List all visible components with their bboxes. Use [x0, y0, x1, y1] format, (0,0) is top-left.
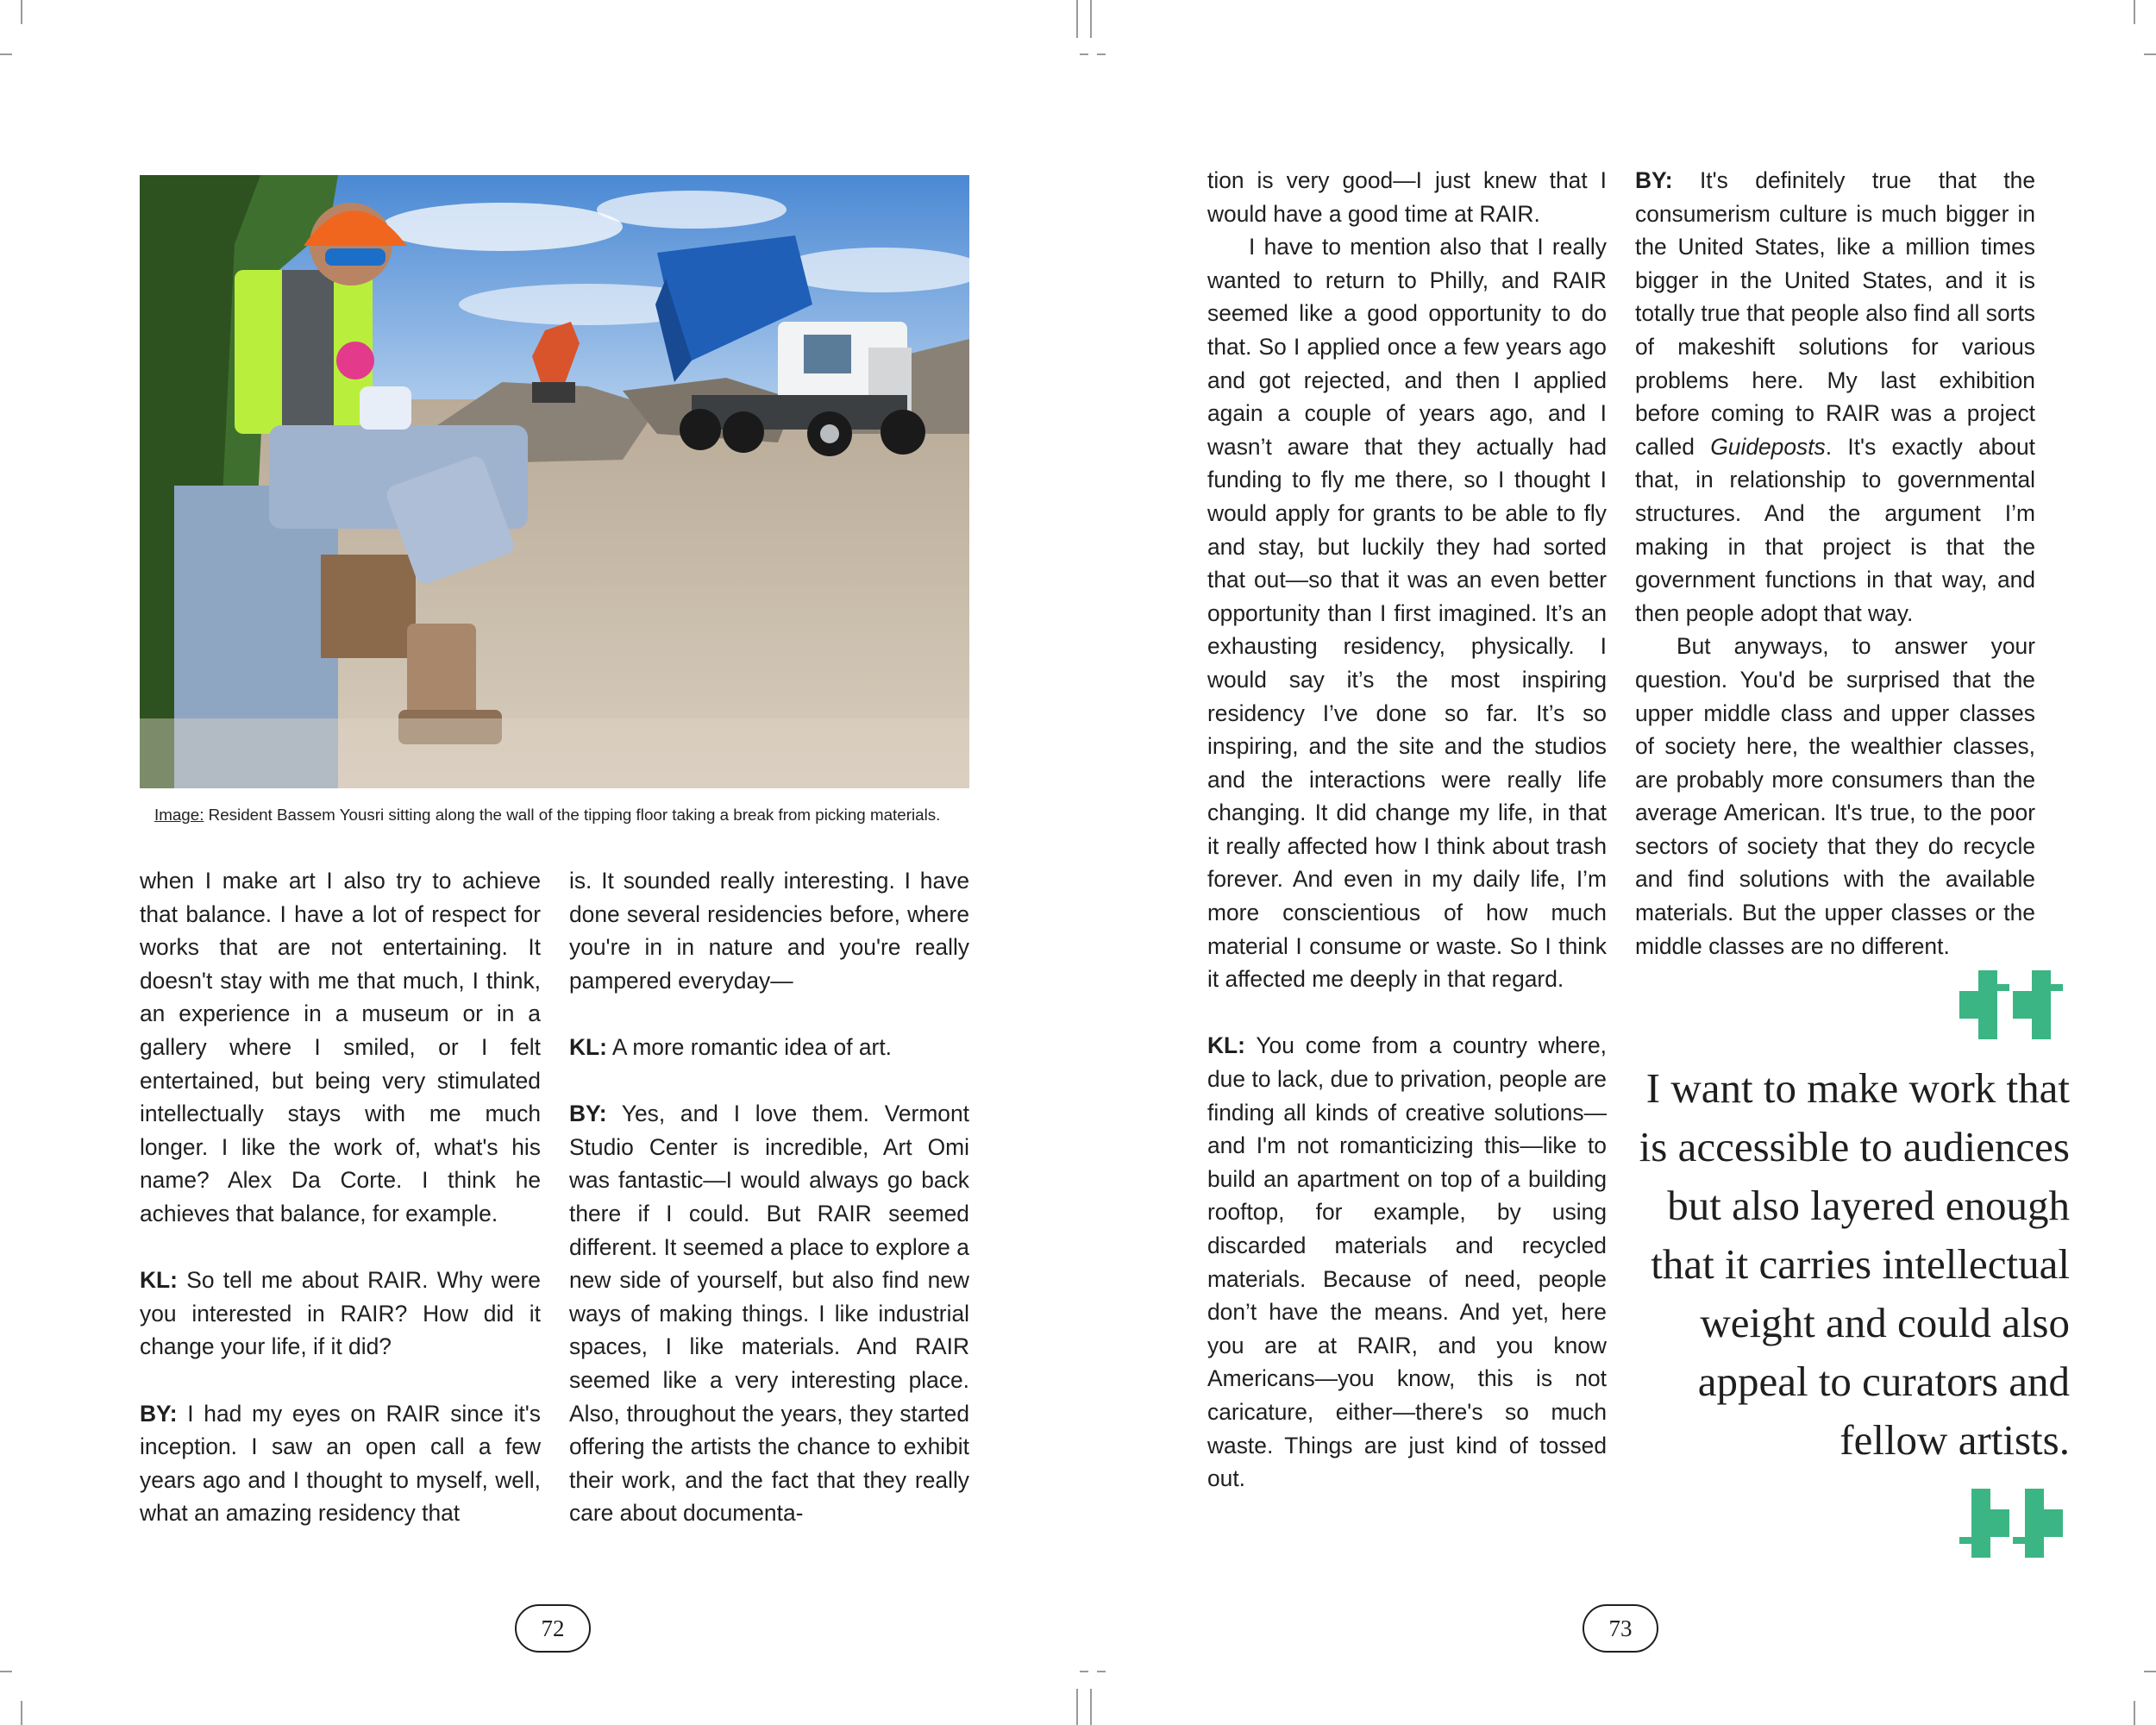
crop-mark — [2134, 1701, 2135, 1725]
crop-mark — [0, 1671, 12, 1672]
crop-mark — [1097, 1671, 1106, 1672]
paragraph-text: You come from a country where, due to lack, due to privation, people are finding all kinds of creative solutions—and I'm not romanticizing this—like to build an apartment on top of a building rooftop, for example, by using discarded materials and recycled materials. Because of need, people don’t have the means. And yet, here you are at RAIR, and you know Americans—you know, this is not caricature, either—there's so much waste. Things are just kind of tossed out. — [1207, 1032, 1607, 1492]
pull-quote-line: but also layered enough — [1667, 1182, 2070, 1229]
exhibition-title: Guideposts — [1710, 433, 1826, 460]
resident-photo — [140, 175, 969, 788]
caption-text: Resident Bassem Yousri sitting along the wall of the tipping floor taking a break from picking materials. — [204, 806, 941, 824]
crop-mark — [21, 0, 22, 24]
paragraph-text: is. It sounded really interesting. I have done several residencies before, where you're in in nature and you're really pampered everyday— — [569, 868, 969, 994]
pull-quote-line: that it carries intellectual — [1651, 1240, 2070, 1288]
crop-mark — [1080, 53, 1088, 55]
crop-mark — [1090, 1689, 1092, 1725]
paragraph-text: I had my eyes on RAIR since it's inception. I saw an open call a few years ago and I thought to myself, well, what an amazing residency that — [140, 1400, 541, 1527]
page-number-left: 72 — [515, 1604, 591, 1653]
crop-mark — [1097, 53, 1106, 55]
crop-mark — [2134, 0, 2135, 24]
right-page-column-1 — [1207, 164, 1607, 1496]
text-block — [140, 1397, 541, 1530]
left-page-column-2 — [569, 864, 969, 1530]
paragraph-text: when I make art I also try to achieve that balance. I have a lot of respect for works that are not entertaining. It doesn't stay with me that much, I think, an experience in a museum or in a gallery where I smiled, or I felt entertained, but being very stimulated intellectually stays with me much longer. I like the work of, what's his name? Alex Da Corte. I think he achieves that balance, for example. — [140, 868, 541, 1226]
crop-mark — [0, 53, 12, 55]
pull-quote-line: I want to make work that — [1645, 1064, 2070, 1112]
paragraph-text: tion is very good—I just knew that I would have a good time at RAIR. — [1207, 167, 1607, 227]
paragraph-text: I have to mention also that I really wanted to return to Philly, and RAIR seemed like a good opportunity to do that. So I applied once a few years ago and got rejected, and then I applied again a couple of years ago, and I wasn’t aware that they actually had funding to fly me there, so I thought I would apply for grants to be able to fly and stay, but luckily they had sorted that out—so that it was an even better opportunity than I first imagined. It’s an exhausting residency, physically. I would say it’s the most inspiring residency I’ve done so far. It’s so inspiring, and the site and the studios and the interactions were really life changing. It did change my life, in that it really affected how I think about trash forever. And even in my daily life, I’m more conscientious of how much material I consume or waste. So I think it affected me deeply in that regard. — [1207, 234, 1607, 993]
speaker-label: BY: — [569, 1101, 607, 1127]
crop-mark — [1076, 0, 1078, 38]
text-block — [1207, 1029, 1607, 1495]
text-block — [569, 864, 969, 997]
speaker-label: BY: — [140, 1400, 178, 1427]
right-page-column-2 — [1635, 164, 2035, 963]
text-block — [140, 1264, 541, 1364]
open-quote-icon — [1959, 970, 2070, 1039]
speaker-label: BY: — [1635, 167, 1673, 193]
paragraph-text: But anyways, to answer your question. You'd be surprised that the upper middle class and upper classes of society here, the wealthier classes, are probably more consumers than the average American. It's true, to the poor sectors of society that they do recycle and find solutions with the available materials. But the upper classes or the middle classes are no different. — [1635, 633, 2035, 959]
speaker-label: KL: — [569, 1033, 607, 1060]
speaker-label: KL: — [140, 1267, 178, 1294]
text-block — [1207, 164, 1607, 996]
pull-quote — [1621, 1059, 2070, 1470]
crop-mark — [1090, 0, 1092, 38]
crop-mark — [2144, 53, 2156, 55]
paragraph-run: . It's exactly about that, in relationship to governmental structures. And the argument I’m making in that project is that the government functions in that way, and then people adopt that way. — [1635, 433, 2036, 626]
close-quote-icon — [1959, 1489, 2070, 1558]
crop-mark — [1080, 1671, 1088, 1672]
paragraph-text: So tell me about RAIR. Why were you interested in RAIR? How did it change your life, if it did? — [140, 1267, 541, 1360]
crop-mark — [21, 1701, 22, 1725]
paragraph-run: It's definitely true that the consumerism culture is much bigger in the United States, like a million times bigger in the United States, and it is totally true that people also find all sorts of makeshift solutions for various problems here. My last exhibition before coming to RAIR was a project called — [1635, 167, 2035, 460]
pull-quote-line: appeal to curators and — [1697, 1358, 2070, 1405]
paragraph-text: A more romantic idea of art. — [606, 1033, 893, 1060]
crop-mark — [2144, 1671, 2156, 1672]
speaker-label: KL: — [1207, 1032, 1245, 1059]
pull-quote-line: fellow artists. — [1839, 1416, 2070, 1464]
caption-label: Image: — [154, 806, 204, 824]
pull-quote-line: is accessible to audiences — [1639, 1123, 2070, 1170]
text-block — [569, 1097, 969, 1530]
page-number-right: 73 — [1583, 1604, 1658, 1653]
left-page-column-1 — [140, 864, 541, 1530]
text-block — [140, 864, 541, 1231]
pull-quote-line: weight and could also — [1700, 1299, 2070, 1346]
paragraph-text — [1635, 164, 2035, 630]
text-block — [569, 1031, 969, 1064]
paragraph-text: Yes, and I love them. Vermont Studio Center is incredible, Art Omi was fantastic—I would always go back there if I could. But RAIR seemed different. It seemed a place to explore a new side of yourself, but also find new ways of making things. I like industrial spaces, I like materials. And RAIR seemed like a very interesting place. Also, throughout the years, they started offering the artists the chance to exhibit their work, and the fact that they really care about documenta- — [569, 1101, 969, 1527]
crop-mark — [1076, 1689, 1078, 1725]
photo-caption — [154, 805, 969, 825]
